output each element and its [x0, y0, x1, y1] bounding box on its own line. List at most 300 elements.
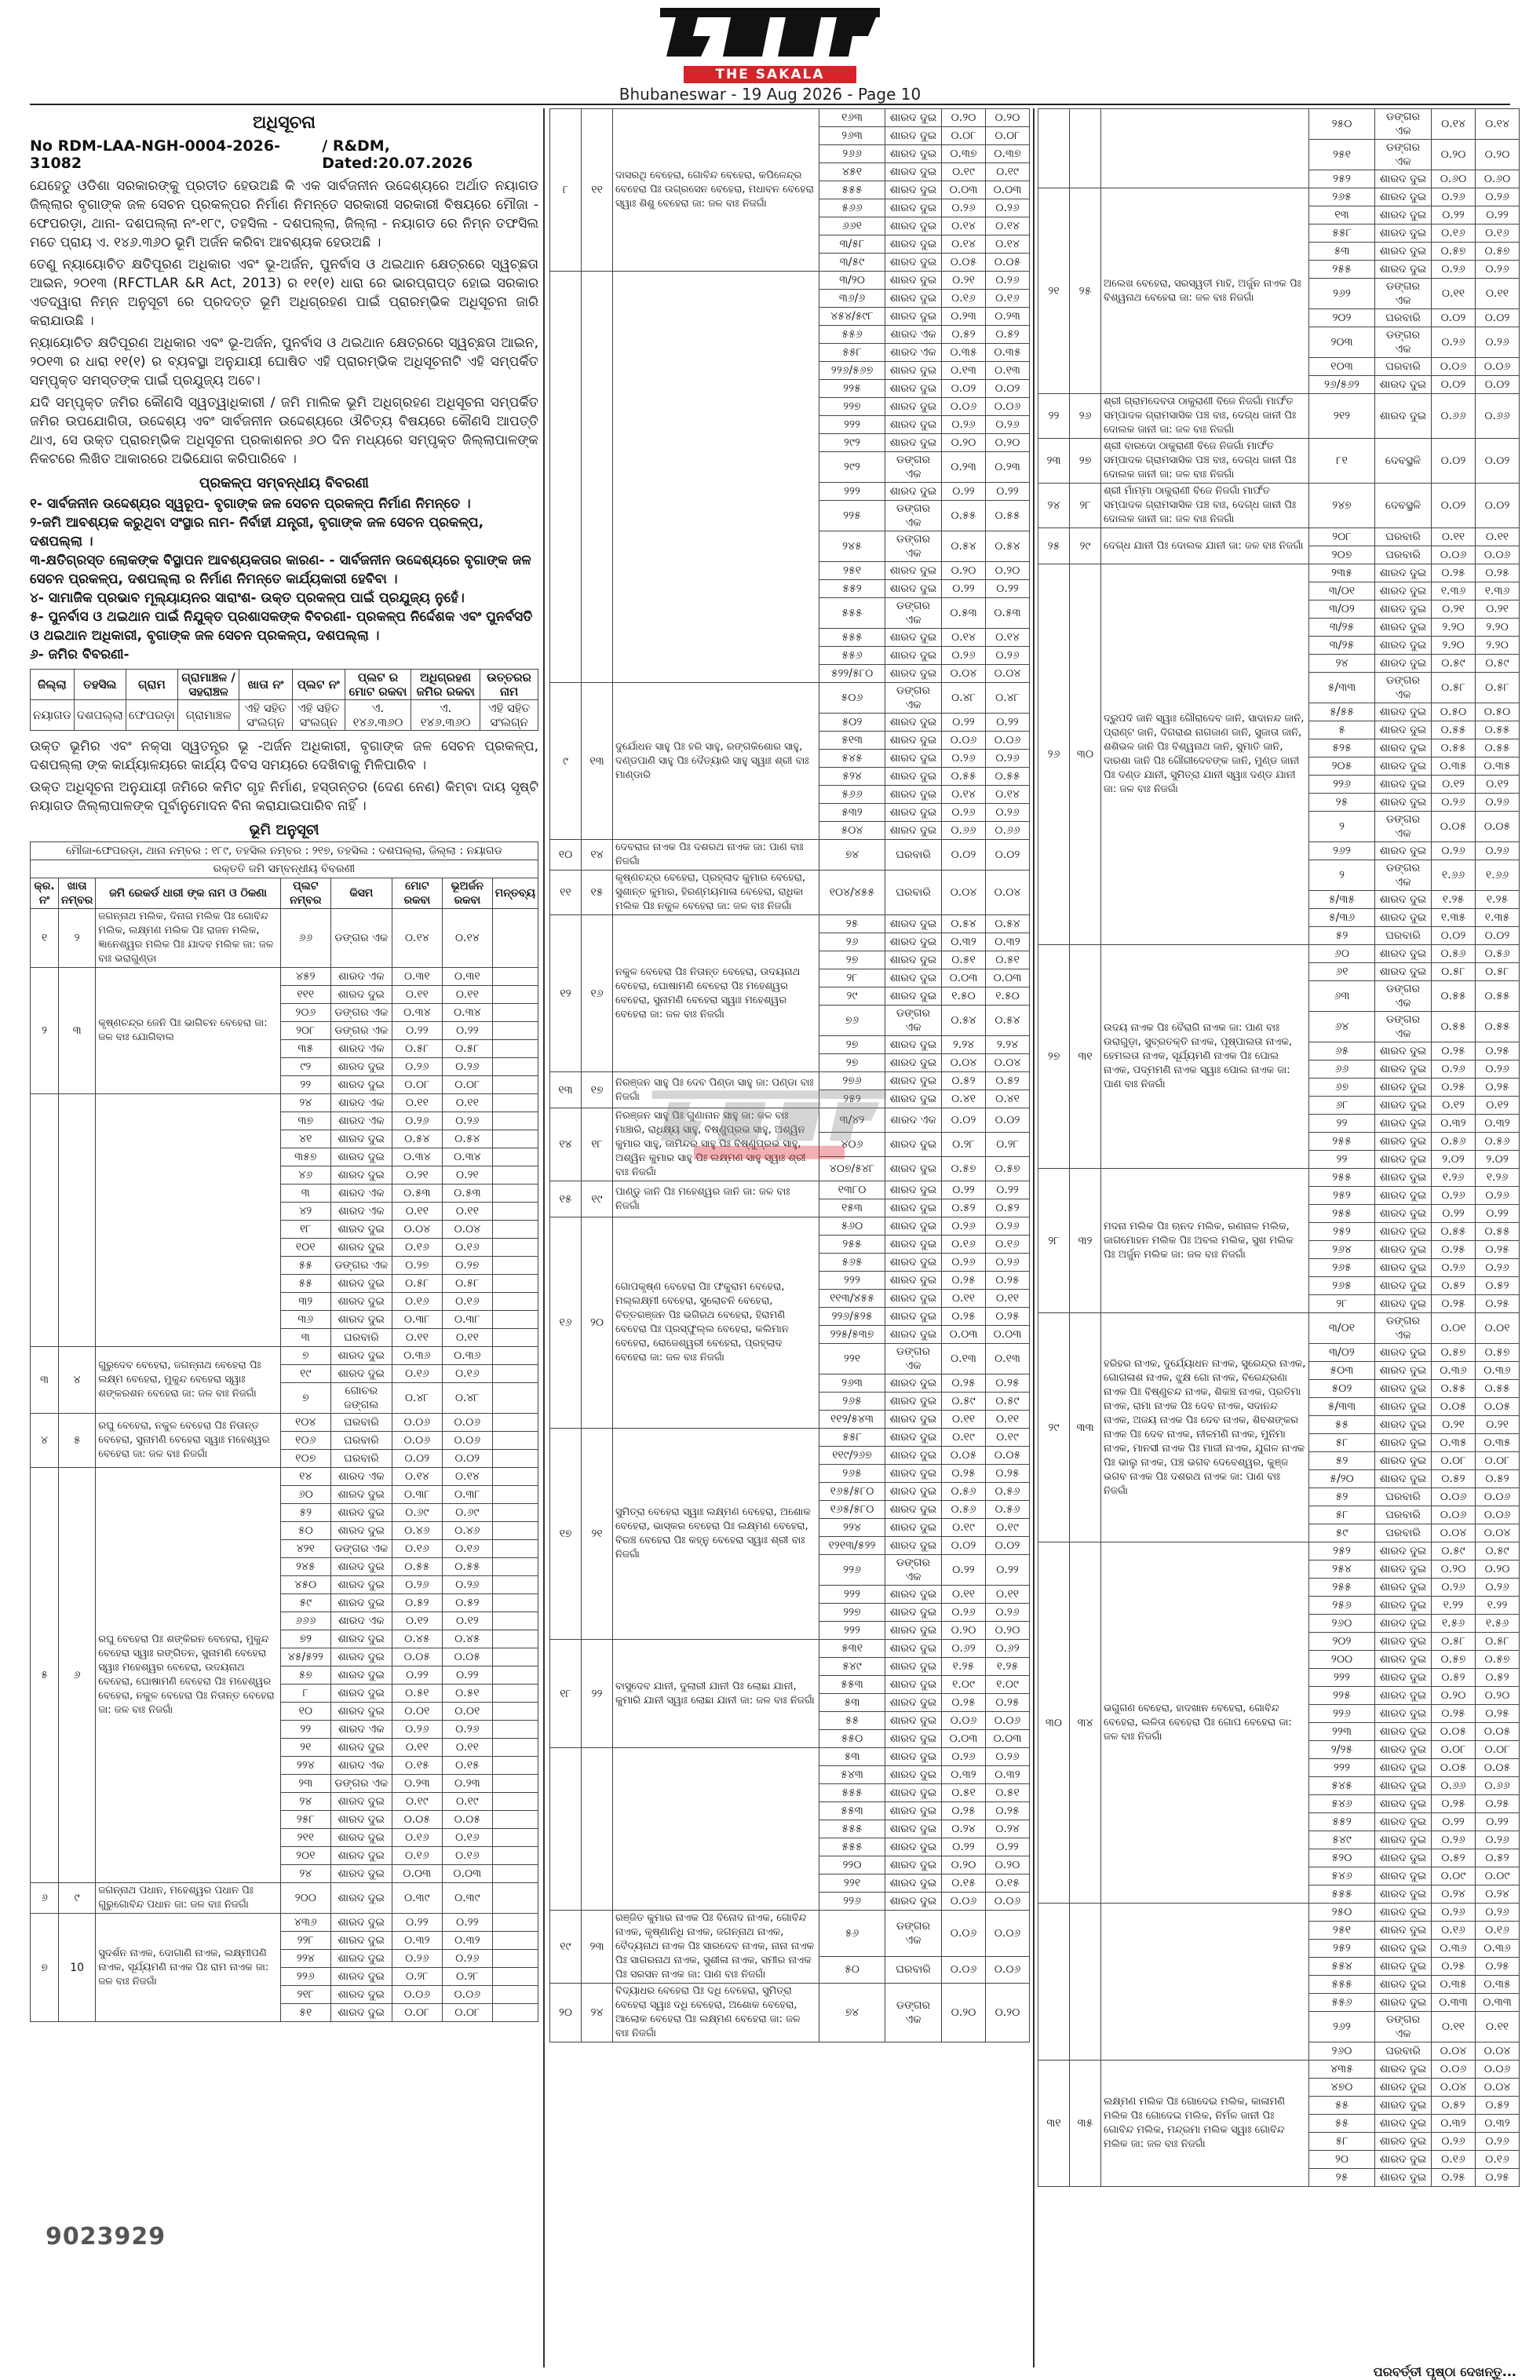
schedule-subheader-2: ରକ୍ତତି ଜମି ସମ୍ବନ୍ଧୀୟ ବିବରଣୀ: [30, 860, 538, 878]
plot-number-cell: ୧୪: [280, 1468, 330, 1486]
plot-number-cell: ୨୬୨: [1309, 2012, 1375, 2042]
total-area-cell: ୦.୦୩: [392, 1865, 442, 1883]
khata-cell: ୨୭: [1070, 439, 1101, 484]
acquired-area-cell: ୧.୨୨: [1476, 1597, 1520, 1615]
plot-number-cell: ୧୫୩: [819, 1199, 885, 1217]
land-class-cell: ଶାରଦ ଦୁଇ: [1375, 582, 1432, 600]
table-row: [550, 683, 1030, 714]
plot-number-cell: ୨୨୨: [819, 416, 885, 434]
land-class-cell: ଶାରଦ ଦୁଇ: [885, 1838, 942, 1856]
table-row: [1038, 1904, 1520, 1922]
plot-number-cell: ୫୫୨: [1309, 1813, 1375, 1831]
total-area-cell: ୦.୦୨: [1432, 309, 1476, 327]
acquired-area-cell: ୦.୫୩: [986, 598, 1030, 629]
total-area-cell: ୦.୨୬: [392, 1576, 442, 1594]
total-area-cell: ୦.୫୫: [942, 501, 986, 531]
total-area-cell: ୦.୨୬: [1432, 327, 1476, 358]
land-class-cell: ଶାରଦ ଦୁଇ: [1375, 1940, 1432, 1958]
plot-number-cell: ୨୫୫: [819, 1236, 885, 1254]
total-area-cell: ୦.୦୫: [942, 254, 986, 272]
remarks-cell: [492, 1648, 538, 1666]
serial-cell: [550, 1748, 582, 1911]
land-class-cell: ଶାରଦ ଦୁଇ: [330, 1685, 392, 1703]
plot-number-cell: ୫୦୨: [1309, 1380, 1375, 1398]
acquired-area-cell: ୨.୨୦: [1476, 637, 1520, 655]
acquired-area-cell: ୦.୫୬: [986, 1501, 1030, 1519]
remarks-cell: [492, 1576, 538, 1594]
khata-cell: ୨୧: [582, 1429, 613, 1640]
plot-number-cell: ୧୦୪/୪୫୫: [819, 871, 885, 915]
acquired-area-cell: ୦.୨୧: [1476, 1416, 1520, 1434]
acquired-area-cell: ୦.୩୫: [1476, 1434, 1520, 1452]
plot-number-cell: ୫୫୫: [819, 1784, 885, 1802]
column-divider: [543, 108, 545, 2367]
remarks-cell: [492, 909, 538, 968]
plot-number-cell: ୨୪: [1309, 655, 1375, 673]
remarks-cell: [492, 1950, 538, 1968]
land-class-cell: ଶାରଦ ଦୁଇ: [885, 380, 942, 398]
total-area-cell: ୦.୦୮: [1432, 1452, 1476, 1470]
acquired-area-cell: ୦.୦୮: [1476, 1741, 1520, 1759]
total-area-cell: ୦.୦୪: [942, 1054, 986, 1072]
acquired-area-cell: ୦.୫୭: [986, 1157, 1030, 1181]
plot-number-cell: ୧୩୮୦: [819, 1181, 885, 1199]
total-area-cell: ୦.୨୬: [1432, 1904, 1476, 1922]
table-row: [550, 1640, 1030, 1658]
land-class-cell: ଶାରଦ ଦୁଇ: [885, 1217, 942, 1236]
land-class-cell: ଶାରଦ ଦୁଇ: [885, 398, 942, 416]
serial-cell: ୧୨: [550, 915, 582, 1072]
remarks-cell: [492, 1311, 538, 1329]
land-class-cell: ଶାରଦ ଦୁଇ: [885, 969, 942, 987]
total-area-cell: ୦.୨୦: [942, 562, 986, 580]
remarks-cell: [492, 2004, 538, 2022]
land-class-cell: ଶାରଦ ଦୁଇ: [330, 2004, 392, 2022]
land-class-cell: ଶାରଦ ଏକ: [330, 1112, 392, 1130]
acquired-area-cell: ୦.୨୨: [986, 483, 1030, 501]
land-class-cell: ଶାରଦ ଦୁଇ: [330, 1576, 392, 1594]
brand-ribbon: THE SAKALA: [684, 66, 856, 83]
plot-number-cell: ୫୪୫: [819, 750, 885, 768]
acquired-area-cell: ୦.୦୨: [442, 1450, 492, 1468]
acquired-area-cell: ୦.୨୬: [1476, 1579, 1520, 1597]
acquired-area-cell: ୦.୨୨: [1476, 1813, 1520, 1831]
land-class-cell: ଶାରଦ ଦୁଇ: [1375, 1849, 1432, 1867]
total-area-cell: ୦.୧୧: [942, 1290, 986, 1308]
owner-name-cell: ଜଗନ୍ନାଥ ପଧାନ, ମହେଶ୍ୱର ପଧାନ ପିଃ ଗୁରୁଗୋବିନ୍ଦ ପଧାନ ଜା: ଜଳ ବାଃ ନିଜଗାଁ: [96, 1883, 281, 1914]
serial-cell: ୨୬: [1038, 564, 1070, 945]
acquired-area-cell: ୦.୨୬: [1476, 1187, 1520, 1205]
acquired-area-cell: ୦.୦୬: [442, 1432, 492, 1450]
acquired-area-cell: ୦.୦୬: [442, 1986, 492, 2004]
land-class-cell: ଶାରଦ ଦୁଇ: [1375, 1994, 1432, 2012]
summary-header: ଅଧିଗ୍ରହଣ ଜମିର ରକବା: [411, 670, 480, 700]
acquired-area-cell: ୦.୫୬: [1476, 945, 1520, 963]
acquired-area-cell: ୦.୩୨: [442, 1932, 492, 1950]
acquired-area-cell: ୦.୨୫: [1476, 1241, 1520, 1259]
remarks-cell: [492, 1329, 538, 1347]
acquired-area-cell: ୦.୫୪: [986, 915, 1030, 933]
total-area-cell: ୧.୨୫: [942, 1658, 986, 1676]
total-area-cell: ୦.୦୬: [1432, 358, 1476, 376]
land-class-cell: ଶାରଦ ଦୁଇ: [330, 1293, 392, 1311]
total-area-cell: ୦.୦୩: [942, 181, 986, 199]
serial-cell: ୧୯: [550, 1911, 582, 1984]
total-area-cell: ୦.୨୬: [392, 1950, 442, 1968]
land-class-cell: ଶାରଦ ଦୁଇ: [885, 362, 942, 380]
serial-cell: ୧୦: [550, 840, 582, 871]
land-class-cell: ଶାରଦ ଦୁଇ: [885, 483, 942, 501]
total-area-cell: ୦.୨୬: [942, 199, 986, 217]
land-class-cell: ଶାରଦ ଦୁଇ: [1375, 1277, 1432, 1295]
owner-name-cell: ନକୁଳ ବେହେରା ପିଃ ନିତାନ୍ତ ବେହେରା, ଉଦୟନାଥ ବେହେରା, ଘୋଷାମଣି ବେହେରା ପିଃ ମହେଶ୍ୱର ବେହେରା, ସୁନାମଣି ବେହେରା ସ୍ୱାଃ ମହେଶ୍ୱର ବେହେରା ଜା: ଜଳ ବାଃ ନିଜଗାଁ: [613, 915, 819, 1072]
khata-cell: ୨୫: [1070, 188, 1101, 394]
land-class-cell: ଶାରଦ ଦୁଇ: [330, 1968, 392, 1986]
land-class-cell: ଶାରଦ ଦୁଇ: [885, 1586, 942, 1604]
land-class-cell: ଶାରଦ ଦୁଇ: [1375, 1133, 1432, 1151]
project-point: ୩-କ୍ଷତିଗ୍ରସ୍ତ ଲୋକଙ୍କ ବିସ୍ଥାପନ ଆବଶ୍ୟକତାର କାରଣ- - ସାର୍ବଜନୀନ ଉଦ୍ଦେଶ୍ୟରେ ବୃଗାଙ୍କ ଜଳ ସେଚନ ପ୍ରକଳ୍ପ, ଦଶପଲ୍ଲା ର ନିର୍ମାଣ ନିମନ୍ତେ କାର୍ଯ୍ୟକାରୀ ହେବିବା ।: [30, 553, 531, 587]
acquired-area-cell: ୦.୨୬: [442, 1576, 492, 1594]
total-area-cell: ୦.୧୬: [942, 1236, 986, 1254]
khata-cell: [582, 1748, 613, 1911]
khata-cell: ୧୧: [582, 109, 613, 272]
plot-number-cell: ୪୫୨: [280, 968, 330, 986]
plot-number-cell: ୯୨: [280, 1058, 330, 1076]
land-class-cell: ଶାରଦ ଦୁଇ: [885, 1199, 942, 1217]
plot-number-cell: ୫୪୬: [1309, 1795, 1375, 1813]
plot-number-cell: ୪୩୬: [280, 1914, 330, 1932]
total-area-cell: ୦.୦୬: [1432, 546, 1476, 564]
plot-number-cell: ୨୨୬: [1309, 1705, 1375, 1723]
total-area-cell: ୦.୫୭: [1432, 1344, 1476, 1362]
table-row: [31, 1883, 538, 1914]
plot-number-cell: ୫୮: [1309, 2133, 1375, 2151]
total-area-cell: ୦.୨୬: [1432, 842, 1476, 860]
plot-number-cell: ୨୫୨: [1309, 1223, 1375, 1241]
land-class-cell: ଶାରଦ ଦୁଇ: [1375, 1561, 1432, 1579]
acquired-area-cell: ୦.୨୬: [1476, 794, 1520, 812]
plot-number-cell: ୫୮: [1309, 1434, 1375, 1452]
plot-number-cell: ୫୫୮: [819, 1429, 885, 1447]
total-area-cell: ୦.୬୨: [942, 1640, 986, 1658]
acquired-area-cell: ୦.୦୫: [1476, 812, 1520, 842]
acquired-area-cell: ୦.୧୧: [986, 1586, 1030, 1604]
plot-number-cell: ୮୧: [1309, 439, 1375, 484]
acquired-area-cell: ୦.୨୨: [442, 1914, 492, 1932]
owner-name-cell: ଦ୍ରୁପଦି ଜାନି ସ୍ୱାଃ ଗୌରାଦେବ ଜାନି, ସାଦାନନ୍ଦ ଜାନି, ପ୍ରାଣ୍ଟ ଜାନି, ଦିଗରାଈ ନାଗଜାଣ ଜାନି, ସୁଜାତା ଜାନି, ଶଶିଭଳ ଜାନି ପିଃ ବିଶ୍ୱନାଥ ଜାନି, ସୁମାତି ଜାନି, ଦାରଶା ଜାନି ପିଃ ଗୌରୀଦେବଙ୍କ ଜାନି, ମୁଣ୍ଡ ଜାନୀ ପିଃ ଦଣ୍ଡ ଯାନୀ, ସୁମିତ୍ରା ଯାନୀ ସ୍ୱାଃ ଦଣ୍ଡ ଯାନୀ ଜା: ଜଳ ବାଃ ନିଜଗାଁ: [1101, 564, 1309, 945]
total-area-cell: ୦.୦୬: [1432, 1506, 1476, 1524]
acquired-area-cell: ୦.୨୧: [442, 1166, 492, 1185]
acquired-area-cell: ୦.୫୧: [986, 1784, 1030, 1802]
plot-number-cell: ୨୪: [280, 1865, 330, 1883]
owner-name-cell: ଶ୍ରୀ ଗ୍ରାମଦେବତା ଠାକୁରାଣୀ ବିଜେ ନିଜଗାଁ ମାର୍ଫତ ସମ୍ପାଦକ ଗ୍ରାମସାସିକ ପଞ୍ଚ ବାଃ, ଦେଗ୍ଧ ଜାନୀ ପିଃ ଦୋଲକ ଜାନୀ ଜା: ଜଳ ବାଃ ନିଜଗାଁ: [1101, 394, 1309, 439]
plot-number-cell: ୨୫୧: [819, 562, 885, 580]
plot-number-cell: ୪୫/୫୨୨: [280, 1648, 330, 1666]
acquired-area-cell: ୦.୨୬: [986, 1254, 1030, 1272]
land-class-cell: ଶାରଦ ଦୁଇ: [330, 1504, 392, 1522]
acquired-area-cell: ୦.୨୬: [1476, 1259, 1520, 1277]
total-area-cell: ୦.୦୮: [942, 127, 986, 145]
acquired-area-cell: ୦.୩୮: [442, 1311, 492, 1329]
total-area-cell: ୦.୨୫: [1432, 1042, 1476, 1060]
plot-number-cell: ୧୧୧: [280, 986, 330, 1004]
acquired-area-cell: ୦.୩୮: [442, 1486, 492, 1504]
serial-cell: [550, 272, 582, 683]
plot-number-cell: ୭୪: [819, 840, 885, 871]
plot-number-cell: ୧୧୨/୫୪୩: [819, 1411, 885, 1429]
plot-number-cell: ୨୫୧: [1309, 1922, 1375, 1940]
total-area-cell: ୦.୫୯: [1432, 655, 1476, 673]
acquired-area-cell: ୦.୧୬: [442, 1540, 492, 1558]
khata-cell: ୩: [59, 968, 96, 1094]
total-area-cell: ୦.୫୯: [1432, 1542, 1476, 1561]
plot-number-cell: ୨୭: [819, 951, 885, 969]
plot-number-cell: ୨୬୩: [819, 1374, 885, 1393]
table-row: [550, 1984, 1030, 2042]
total-area-cell: ୦.୧୯: [942, 163, 986, 181]
land-class-cell: ଶାରଦ ଦୁଇ: [885, 629, 942, 647]
land-class-cell: ଶାରଦ ଦୁଇ: [885, 1090, 942, 1108]
plot-number-cell: ୫୫: [1309, 1416, 1375, 1434]
total-area-cell: ୦.୪୮: [942, 683, 986, 714]
summary-cell: ନୟାଗଡ: [31, 700, 75, 731]
remarks-cell: [492, 1450, 538, 1468]
acquired-area-cell: ୦.୩୨: [1476, 1115, 1520, 1133]
land-class-cell: ଶାରଦ ଦୁଇ: [1375, 2061, 1432, 2079]
land-class-cell: ଶାରଦ ଦୁଇ: [1375, 1187, 1432, 1205]
land-class-cell: ଶାରଦ ଦୁଇ: [1375, 703, 1432, 721]
summary-header: ପ୍ଲଟ ର ମୋଟ ରକବା: [345, 670, 411, 700]
acquired-area-cell: ୦.୨୬: [986, 1748, 1030, 1766]
plot-number-cell: ୫/୩୩: [1309, 673, 1375, 703]
khata-cell: [1070, 1904, 1101, 2061]
acquired-area-cell: ୦.୫୮: [1476, 1633, 1520, 1651]
plot-number-cell: ୨: [1309, 860, 1375, 891]
serial-cell: ୧୬: [550, 1217, 582, 1429]
remarks-cell: [492, 1757, 538, 1775]
notice-paragraph: ତେଣୁ ନ୍ୟାୟୋଚିତ କ୍ଷତିପୂରଣ ଅଧିକାର ଏବଂ ଭୂ-ଅର୍ଜନ, ପୁନର୍ବାସ ଓ ଥଇଥାନ କ୍ଷେତ୍ରରେ ସ୍ୱଚ୍ଛତା ଆଇନ, ୨୦୧୩ (RFCTLAR &R Act, 2013) ର ୧୧(୧) ଧାରା ରେ ଭାରପ୍ରାପ୍ତ ହୋଇ ସରକାର ଏତଦ୍ୱାରା ନିମ୍ନ ଅନୁସୂଚୀ ରେ ପ୍ରଦତ୍ତ ଭୂମି ଅଧିଗ୍ରହଣ ପାଇଁ ପ୍ରାରମ୍ଭିକ ଅଧିସୂଚନା ଜାରି କରାଯାଉଛି ।: [30, 257, 538, 329]
total-area-cell: ୦.୨୬: [942, 647, 986, 665]
khata-cell: ୧୩: [582, 683, 613, 840]
serial-cell: ୨୮: [1038, 1169, 1070, 1313]
acquired-area-cell: ୦.୬୯: [442, 1504, 492, 1522]
plot-number-cell: ୨୨୮: [280, 1932, 330, 1950]
plot-number-cell: ୪୫୪/୫୯୮: [819, 308, 885, 326]
remarks-cell: [492, 1540, 538, 1558]
summary-cell: ଏହି ସହିତ ସଂଲଗ୍ନ: [292, 700, 345, 731]
plot-number-cell: ୫୧: [280, 2004, 330, 2022]
total-area-cell: ୦.୧୧: [392, 1203, 442, 1221]
plot-number-cell: ୨୦୫: [1309, 757, 1375, 776]
acquired-area-cell: ୦.୦୨: [1476, 439, 1520, 484]
acquired-area-cell: ୦.୨୦: [986, 562, 1030, 580]
land-class-cell: ଶାରଦ ଦୁଇ: [1375, 963, 1432, 981]
plot-number-cell: ୨୮: [1309, 1295, 1375, 1313]
land-class-cell: ଶାରଦ ଦୁଇ: [330, 1347, 392, 1365]
acquired-area-cell: ୦.୫୭: [1476, 1651, 1520, 1669]
acquired-area-cell: ୦.୧୪: [986, 786, 1030, 804]
plot-number-cell: ୫୬୬: [819, 199, 885, 217]
plot-number-cell: ୧୦୬: [280, 1432, 330, 1450]
total-area-cell: ୦.୫୨: [1432, 1669, 1476, 1687]
land-class-cell: ଶାରଦ ଦୁଇ: [885, 109, 942, 127]
land-class-cell: ଶାରଦ ଦୁଇ: [330, 1703, 392, 1721]
total-area-cell: ୦.୨୫: [1432, 1795, 1476, 1813]
remarks-cell: [492, 1847, 538, 1865]
land-class-cell: ଶାରଦ ଦୁଇ: [330, 1239, 392, 1257]
table-row: [1038, 439, 1520, 484]
khata-cell: ୧୭: [582, 1072, 613, 1108]
owner-name-cell: ଦେବରାଜ ନାଏକ ପିଃ ଦଶରଥ ନାଏକ ଜା: ପାଣ ବାଃ ନିଜଗାଁ: [613, 840, 819, 871]
acquired-area-cell: ୦.୧୬: [442, 1293, 492, 1311]
summary-header: ଉତ୍ତରର ନାମ: [480, 670, 538, 700]
table-row: [31, 1914, 538, 1932]
newspaper-logo[interactable]: [652, 2, 888, 68]
plot-number-cell: ୨୯: [819, 987, 885, 1006]
land-class-cell: ଡଙ୍ଗର ଏକ: [330, 909, 392, 968]
land-class-cell: ଦେବସ୍ଥଳି: [1375, 439, 1432, 484]
acquired-area-cell: ୦.୩୯: [442, 1883, 492, 1914]
owner-name-cell: ରଘୁ ବେହେରା ପିଃ ଶଙ୍କିରନ ବେହେରା, ମୁକୁନ୍ଦ ବେହେରା ସ୍ୱାଃ ରଙ୍ଗିତନ, ସୁନାମଣି ବେହେରା ସ୍ୱାଃ ମହେଶ୍ୱର ବେହେରା, ଉଦୟନାଥ ବେହେରା, ଘୋଷାମଣି ବେହେରା ପିଃ ମହେଶ୍ୱର ବେହେରା, ନକୁଳ ବେହେରା ପିଃ ନିତାନ୍ତ ବେହେରା ଜା: ଜଳ ବାଃ ନିଜଗାଁ: [96, 1468, 281, 1883]
land-class-cell: ଶାରଦ ଦୁଇ: [1375, 188, 1432, 206]
khata-cell: ୩୪: [1070, 1542, 1101, 1904]
land-class-cell: ଶାରଦ ଦୁଇ: [330, 1630, 392, 1648]
schedule-body: [550, 109, 1030, 2042]
total-area-cell: ୦.୦୪: [942, 871, 986, 915]
land-class-cell: ଶାରଦ ଦୁଇ: [330, 1932, 392, 1950]
land-class-cell: ଶାରଦ ଦୁଇ: [330, 1666, 392, 1685]
land-class-cell: ଶାରଦ ଦୁଇ: [330, 1739, 392, 1757]
acquired-area-cell: ୦.୨୫: [1476, 1042, 1520, 1060]
plot-number-cell: ୫୦୪: [819, 822, 885, 840]
acquired-area-cell: ୦.୨୬: [1476, 1904, 1520, 1922]
land-class-cell: ଶାରଦ ଦୁଇ: [330, 1522, 392, 1540]
remarks-cell: [492, 1703, 538, 1721]
plot-number-cell: ୨୨୬: [819, 1555, 885, 1586]
table-row: [1038, 1542, 1520, 1561]
total-area-cell: ୦.୨୫: [1432, 1241, 1476, 1259]
land-class-cell: ଶାରଦ ଦୁଇ: [885, 272, 942, 290]
total-area-cell: ୦.୦୬: [1432, 2061, 1476, 2079]
serial-cell: ୪: [31, 1414, 59, 1468]
total-area-cell: ୦.୨୬: [942, 804, 986, 822]
acquired-area-cell: ୦.୧୪: [986, 235, 1030, 254]
table-row: [550, 1748, 1030, 1766]
land-class-cell: ଶାରଦ ଦୁଇ: [885, 951, 942, 969]
total-area-cell: ୦.୨୨: [942, 714, 986, 732]
total-area-cell: ୦.୦୪: [1432, 2079, 1476, 2097]
project-point: ୨-ଜମି ଆବଶ୍ୟକ କରୁଥିବା ସଂସ୍ଥାର ନାମ- ନିର୍ବାହୀ ଯନ୍ତ୍ରୀ, ବୃଗାଙ୍କ ଜଳ ସେଚନ ପ୍ରକଳ୍ପ, ଦଶପଲ୍ଲା ।: [30, 515, 484, 549]
total-area-cell: ୧.୨୬: [1432, 1169, 1476, 1187]
acquired-area-cell: ୦.୨୨: [1476, 206, 1520, 224]
land-class-cell: ଘରବାରି: [885, 871, 942, 915]
plot-number-cell: ୩: [280, 1329, 330, 1347]
land-class-cell: ଶାରଦ ଦୁଇ: [885, 1658, 942, 1676]
plot-number-cell: ୨୨୪: [819, 1519, 885, 1537]
acquired-area-cell: ୦.୫୧: [986, 951, 1030, 969]
table-row: [1038, 564, 1520, 582]
column-3: [1038, 108, 1520, 2367]
total-area-cell: ୦.୨୧: [942, 272, 986, 290]
plot-number-cell: ୧୬୫/୫୮୦: [819, 1483, 885, 1501]
plot-number-cell: ୨୨୩: [1309, 1723, 1375, 1741]
plot-number-cell: ୨୪୫: [280, 1558, 330, 1576]
plot-number-cell: ୫/୩୬: [1309, 909, 1375, 927]
land-class-cell: ଶାରଦ ଦୁଇ: [885, 822, 942, 840]
land-class-cell: ଶାରଦ ଦୁଇ: [330, 1130, 392, 1148]
acquired-area-cell: ୦.୫୨: [442, 1594, 492, 1612]
acquired-area-cell: ୦.୪୧: [986, 1090, 1030, 1108]
summary-header: ଗ୍ରାମାଞ୍ଚଳ / ସହରାଞ୍ଚଳ: [177, 670, 239, 700]
remarks-cell: [492, 1739, 538, 1757]
land-class-cell: ଡଙ୍ଗର ଏକ: [330, 1022, 392, 1040]
table-row: [550, 1181, 1030, 1199]
plot-number-cell: ୬୩: [1309, 981, 1375, 1012]
total-area-cell: ୦.୧୬: [1432, 224, 1476, 243]
acquired-area-cell: ୦.୦୮: [1476, 1452, 1520, 1470]
total-area-cell: ୦.୨୩: [942, 308, 986, 326]
acquired-area-cell: ୦.୨୨: [442, 1666, 492, 1685]
table-row: [550, 871, 1030, 915]
land-class-cell: ଶାରଦ ଦୁଇ: [1375, 1958, 1432, 1976]
plot-number-cell: ୫୪୯: [819, 1658, 885, 1676]
total-area-cell: ୦.୨୫: [1432, 564, 1476, 582]
total-area-cell: ୦.୦୪: [1432, 2042, 1476, 2061]
acquired-area-cell: ୨.୦୨: [1476, 1151, 1520, 1169]
total-area-cell: ୦.୦୫: [392, 1811, 442, 1829]
plot-number-cell: ୨୫୫: [1309, 1169, 1375, 1187]
land-class-cell: ଶାରଦ ଦୁଇ: [1375, 1687, 1432, 1705]
acquired-area-cell: ୦.୨୬: [986, 750, 1030, 768]
plot-number-cell: ୨୨୭: [819, 1604, 885, 1622]
acquired-area-cell: ୦.୪୮: [986, 683, 1030, 714]
summary-cell: ଗ୍ରାମାଞ୍ଚଳ: [177, 700, 239, 731]
acquired-area-cell: ୦.୫୧: [442, 1685, 492, 1703]
land-class-cell: ଶାରଦ ଦୁଇ: [1375, 2079, 1432, 2097]
acquired-area-cell: ୧.୫୦: [986, 987, 1030, 1006]
serial-cell: ୧୮: [550, 1640, 582, 1748]
total-area-cell: ୦.୨୦: [942, 109, 986, 127]
summary-cell: ଏହି ସହିତ ସଂଲଗ୍ନ: [239, 700, 292, 731]
total-area-cell: ୦.୨୬: [942, 1748, 986, 1766]
land-class-cell: ଶାରଦ ଦୁଇ: [1375, 1669, 1432, 1687]
plot-number-cell: ୨୨୭: [819, 398, 885, 416]
land-class-cell: ଘରବାରି: [1375, 927, 1432, 945]
schedule-table-continued: [549, 108, 1030, 2042]
land-class-cell: ଘରବାରି: [330, 1432, 392, 1450]
total-area-cell: ୦.୫୫: [1432, 981, 1476, 1012]
land-class-cell: ଶାରଦ ଏକ: [330, 1612, 392, 1630]
total-area-cell: ୦.୧୩: [942, 1344, 986, 1374]
land-class-cell: ଶାରଦ ଦୁଇ: [330, 1847, 392, 1865]
reference-number: No RDM-LAA-NGH-0004-2026-31082: [30, 137, 280, 172]
plot-number-cell: ୨୨: [280, 1076, 330, 1094]
acquired-area-cell: ୦.୨୦: [986, 1856, 1030, 1874]
table-row: [1038, 2061, 1520, 2079]
owner-name-cell: ନିରଞ୍ଜନ ସାହୁ ପିଃ ଗୁଣାନାନ ସାହୁ ଜା: ଜଳ ବାଃ ମାଞ୍ଚାରି, ରାଧିକ୍ଷ୍ୟ ସାହୁ, ବିଷ୍ଣୁପ୍ରଭ ସାହୁ, ଅଶ୍ୱିନ କୁମାର ସାହୁ, ଜାମିନ୍ଦର ସାହୁ ପିଃ ବିଷ୍ଣୁପ୍ରଭ ସାହୁ, ଅଶ୍ୱିନ କୁମାର ସାହୁ ପିଃ ଲକ୍ଷ୍ମଣ ସାହୁ ସ୍ୱାଃ ଶ୍ରୀ ବାଃ ନିଜଗାଁ: [613, 1108, 819, 1181]
total-area-cell: ୦.୪୬: [392, 1522, 442, 1540]
acquired-area-cell: ୦.୫୭: [1476, 1344, 1520, 1362]
total-area-cell: ୦.୨୭: [392, 1257, 442, 1275]
acquired-area-cell: ୦.୦୬: [986, 398, 1030, 416]
total-area-cell: ୧.୬୬: [1432, 860, 1476, 891]
serial-cell: ୨୭: [1038, 945, 1070, 1169]
total-area-cell: ୦.୩୨: [392, 1932, 442, 1950]
remarks-cell: [492, 1383, 538, 1414]
plot-number-cell: ୫: [1309, 721, 1375, 739]
plot-number-cell: ୪୬: [280, 1166, 330, 1185]
land-class-cell: ଶାରଦ ଦୁଇ: [1375, 1223, 1432, 1241]
